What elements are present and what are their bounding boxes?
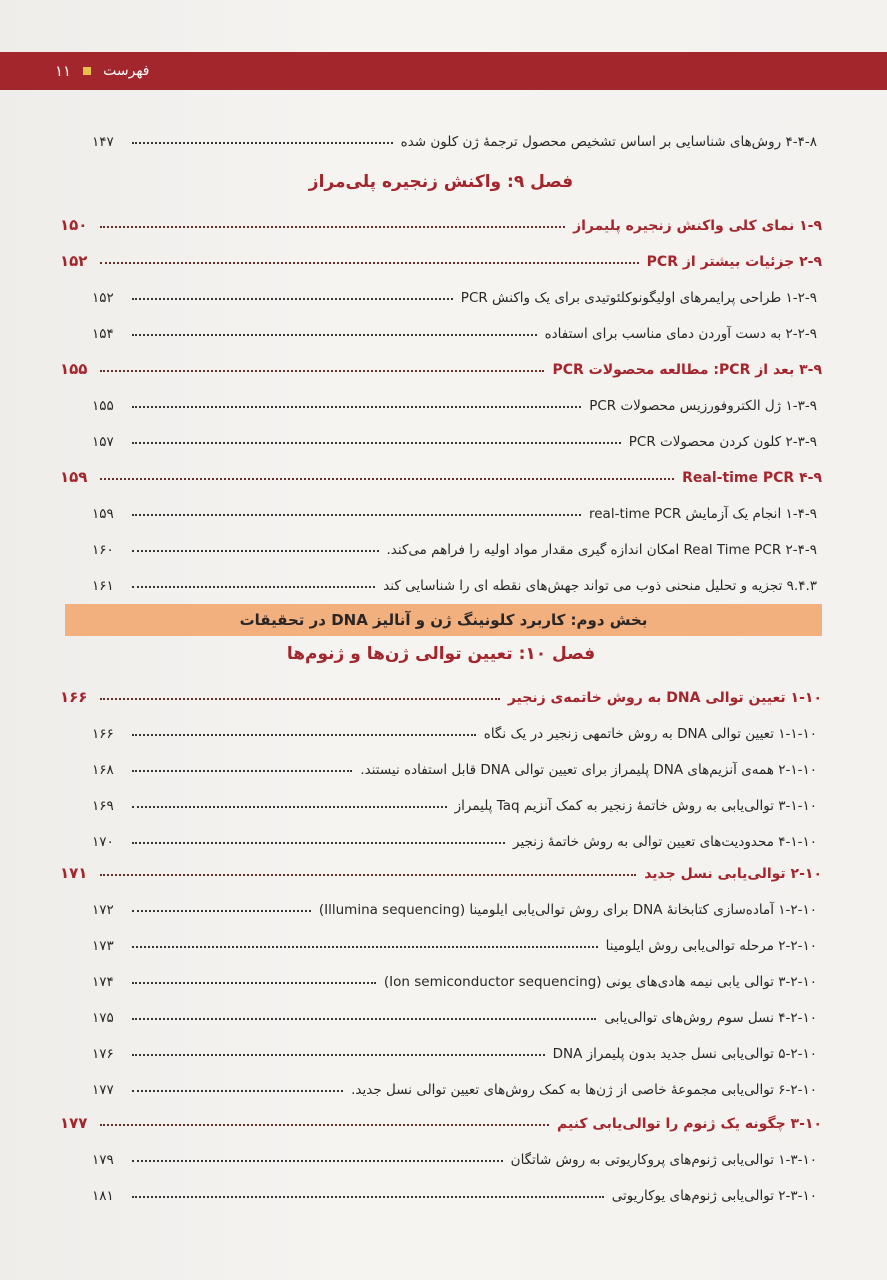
part-2-heading: بخش دوم: کاربرد کلونینگ ژن و آنالیز DNA در تحقیقات	[239, 611, 648, 629]
toc-entry[interactable]	[92, 960, 817, 990]
toc-entry[interactable]	[92, 312, 817, 342]
toc-entry-leader	[100, 226, 565, 228]
toc-entry-leader	[132, 1018, 596, 1020]
toc-entry-leader	[132, 550, 379, 552]
toc-entry-leader	[132, 946, 598, 948]
toc-entry-title: ۳-۹ بعد از PCR: مطالعه محصولات PCR	[552, 362, 822, 378]
toc-section[interactable]	[60, 348, 822, 378]
toc-entry[interactable]	[92, 1068, 817, 1098]
toc-entry[interactable]	[92, 748, 817, 778]
toc-entry-title: ۴-۱-۱۰ محدودیت‌های تعیین توالی به روش خاتمهٔ زنجیر	[513, 834, 817, 850]
toc-entry-leader	[100, 370, 544, 372]
toc-entry[interactable]	[92, 492, 817, 522]
toc-entry-page: ۱۵۵	[60, 360, 88, 378]
toc-entry-page: ۱۷۹	[92, 1152, 114, 1168]
toc-entry-page: ۱۷۱	[60, 864, 88, 882]
toc-entry-leader	[132, 982, 376, 984]
toc-entry-leader	[132, 806, 447, 808]
toc-entry-title: ۱-۲-۹ طراحی پرایمرهای اولیگونوکلئوتیدی برای یک واکنش PCR	[460, 290, 817, 306]
toc-entry-page: ۱۵۰	[60, 216, 88, 234]
toc-entry[interactable]	[92, 120, 817, 150]
toc-entry[interactable]	[92, 996, 817, 1026]
toc-entry-leader	[132, 586, 375, 588]
toc-entry-title: ۲-۱۰ توالی‌یابی نسل جدید	[644, 866, 822, 882]
toc-entry-page: ۱۷۴	[92, 974, 114, 990]
header-title: فهرست	[103, 63, 150, 79]
toc-entry-page: ۱۵۹	[60, 468, 88, 486]
toc-entry-leader	[132, 1160, 503, 1162]
toc-entry-title: ۴-۴-۸ روش‌های شناسایی بر اساس تشخیص محصول ترجمهٔ ژن کلون شده	[400, 134, 817, 150]
toc-entry-title: ۱-۳-۱۰ توالی‌یابی ژنوم‌های پروکاریوتی به روش شاتگان	[510, 1152, 817, 1168]
toc-entry-title: ۹.۴.۳ تجزیه و تحلیل منحنی ذوب می تواند جهش‌های نقطه ای را شناسایی کند	[383, 578, 817, 594]
toc-entry-page: ۱۸۱	[92, 1188, 114, 1204]
toc-entry[interactable]	[92, 888, 817, 918]
toc-entry[interactable]	[92, 1032, 817, 1062]
toc-entry-leader	[132, 298, 453, 300]
toc-entry-title: ۲-۲-۱۰ مرحله توالی‌یابی روش ایلومینا	[605, 938, 817, 954]
toc-entry-leader	[132, 142, 393, 144]
toc-section[interactable]	[60, 240, 822, 270]
toc-entry-leader	[132, 770, 352, 772]
toc-entry-leader	[100, 874, 636, 876]
toc-entry-title: ۳-۲-۱۰ توالی یابی نیمه هادی‌های یونی (Ion semiconductor sequencing)	[383, 974, 817, 990]
toc-entry[interactable]	[92, 276, 817, 306]
toc-entry-page: ۱۷۰	[92, 834, 114, 850]
toc-entry-title: ۱-۴-۹ انجام یک آزمایش real-time PCR	[589, 506, 817, 522]
toc-section[interactable]	[60, 852, 822, 882]
toc-entry[interactable]	[92, 1138, 817, 1168]
toc-entry-page: ۱۵۲	[92, 290, 114, 306]
toc-entry-title: ۲-۲-۹ به دست آوردن دمای مناسب برای استفاده	[544, 326, 817, 342]
toc-entry-title: ۱-۹ نمای کلی واکنش زنجیره پلیمراز	[573, 218, 822, 234]
toc-entry[interactable]	[92, 820, 817, 850]
toc-entry-title: ۳-۱-۱۰ توالی‌یابی به روش خاتمهٔ زنجیر به کمک آنزیم Taq پلیمراز	[454, 798, 817, 814]
toc-entry[interactable]	[92, 528, 817, 558]
toc-entry-title: ۴-۹ Real-time PCR	[682, 470, 822, 486]
part-2-banner	[65, 604, 822, 636]
toc-entry-page: ۱۶۹	[92, 798, 114, 814]
toc-entry-title: ۲-۳-۹ کلون کردن محصولات PCR	[628, 434, 817, 450]
toc-entry-page: ۱۶۶	[60, 688, 88, 706]
toc-entry-leader	[132, 514, 581, 516]
toc-entry[interactable]	[92, 712, 817, 742]
toc-entry-page: ۱۷۷	[92, 1082, 114, 1098]
toc-entry-title: ۵-۲-۱۰ توالی‌یابی نسل جدید بدون پلیمراز DNA	[552, 1046, 817, 1062]
toc-entry-page: ۱۵۵	[92, 398, 114, 414]
toc-section[interactable]	[60, 204, 822, 234]
toc-entry-leader	[100, 698, 500, 700]
toc-entry-title: ۱-۲-۱۰ آماده‌سازی کتابخانهٔ DNA برای روش توالی‌یابی ایلومینا (Illumina sequencing)	[318, 902, 817, 918]
toc-entry-leader	[132, 1196, 604, 1198]
header-page-number: ۱۱	[55, 62, 72, 80]
toc-entry-title: ۲-۹ جزئیات بیشتر از PCR	[646, 254, 822, 270]
toc-entry-page: ۱۷۶	[92, 1046, 114, 1062]
toc-section[interactable]	[60, 1102, 822, 1132]
toc-entry-page: ۱۷۷	[60, 1114, 88, 1132]
toc-entry-page: ۱۵۷	[92, 434, 114, 450]
toc-entry-leader	[132, 1054, 545, 1056]
toc-entry-title: ۳-۱۰ چگونه یک ژنوم را توالی‌یابی کنیم	[557, 1116, 822, 1132]
toc-entry-title: ۲-۱-۱۰ همه‌ی آنزیم‌های DNA پلیمراز برای تعیین توالی DNA قابل استفاده نیستند.	[360, 762, 817, 778]
toc-entry-leader	[132, 734, 476, 736]
toc-entry-page: ۱۴۷	[92, 134, 114, 150]
toc-entry[interactable]	[92, 924, 817, 954]
toc-entry-leader	[132, 406, 581, 408]
toc-entry-page: ۱۷۳	[92, 938, 114, 954]
toc-entry-page: ۱۶۰	[92, 542, 114, 558]
toc-section[interactable]	[60, 676, 822, 706]
toc-entry-page: ۱۷۵	[92, 1010, 114, 1026]
toc-section[interactable]	[60, 456, 822, 486]
toc-entry-title: ۶-۲-۱۰ توالی‌یابی مجموعهٔ خاصی از ژن‌ها به کمک روش‌های تعیین توالی نسل جدید.	[351, 1082, 817, 1098]
chapter-9-heading: فصل ۹: واکنش زنجیره پلی‌مراز	[308, 172, 574, 192]
toc-entry-title: ۴-۲-۱۰ نسل سوم روش‌های توالی‌یابی	[604, 1010, 817, 1026]
toc-entry-leader	[100, 262, 639, 264]
toc-entry[interactable]	[92, 784, 817, 814]
toc-entry[interactable]	[92, 420, 817, 450]
toc-entry-leader	[132, 334, 537, 336]
toc-entry-leader	[132, 442, 621, 444]
toc-entry-title: ۲-۳-۱۰ توالی‌یابی ژنوم‌های یوکاریوتی	[611, 1188, 817, 1204]
toc-entry-leader	[132, 842, 505, 844]
toc-entry-page: ۱۵۲	[60, 252, 88, 270]
toc-entry-leader	[132, 910, 311, 912]
toc-entry-leader	[100, 478, 674, 480]
toc-entry-page: ۱۶۶	[92, 726, 114, 742]
toc-entry-page: ۱۶۸	[92, 762, 114, 778]
toc-entry-page: ۱۷۲	[92, 902, 114, 918]
toc-entry-leader	[132, 1090, 343, 1092]
toc-entry-title: ۱-۱-۱۰ تعیین توالی DNA به روش خاتمهی زنجیر در یک نگاه	[483, 726, 817, 742]
toc-entry[interactable]	[92, 1174, 817, 1204]
toc-entry-leader	[100, 1124, 549, 1126]
toc-entry[interactable]	[92, 564, 817, 594]
toc-entry-page: ۱۶۱	[92, 578, 114, 594]
toc-entry-page: ۱۵۹	[92, 506, 114, 522]
toc-entry-title: ۱-۳-۹ ژل الکتروفورزیس محصولات PCR	[589, 398, 817, 414]
toc-entry-title: ۱-۱۰ تعیین توالی DNA به روش خاتمه‌ی زنجیر	[507, 690, 822, 706]
toc-entry-page: ۱۵۴	[92, 326, 114, 342]
chapter-10-heading: فصل ۱۰: تعیین توالی ژن‌ها و ژنوم‌ها	[286, 644, 596, 664]
toc-entry[interactable]	[92, 384, 817, 414]
toc-entry-title: ۲-۴-۹ Real Time PCR امکان اندازه گیری مقدار مواد اولیه را فراهم می‌کند.	[386, 542, 817, 558]
